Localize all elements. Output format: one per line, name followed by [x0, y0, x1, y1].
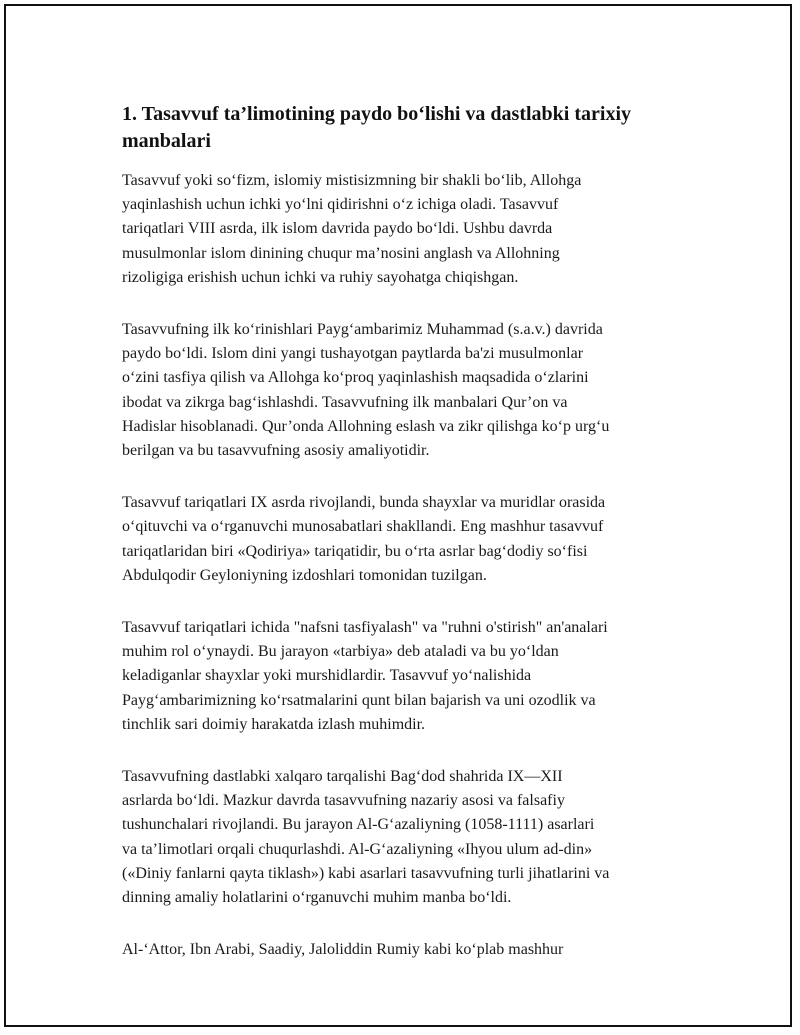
- paragraph-6: [122, 938, 694, 962]
- text-line: Tasavvuf yoki so‘fizm, islomiy mistisizmning bir shakli bo‘lib, Allohga: [122, 172, 582, 189]
- text-line: («Diniy fanlarni qayta tiklash») kabi asarlari tasavvufning turli jihatlarini va: [122, 864, 610, 882]
- text-line: paydo bo‘ldi. Islom dini yangi tushayotgan paytlarda ba'zi musulmonlar: [122, 345, 584, 363]
- paragraph-1: [122, 169, 694, 290]
- text-line: o‘zini tasfiya qilish va Allohga ko‘proq yaqinlashish maqsadida o‘zlarini: [122, 369, 589, 387]
- text-line: yaqinlashish uchun ichki yo‘lni qidirishni o‘z ichiga oladi. Tasavvuf: [122, 196, 559, 214]
- text-line: dinning amaliy holatlarini o‘rganuvchi muhim manba bo‘ldi.: [122, 889, 512, 907]
- heading-line: 1. Tasavvuf ta’limotining paydo bo‘lishi va dastlabki tarixiy: [122, 103, 632, 125]
- text-line: keladiganlar shayxlar yoki murshidlardir. Tasavvuf yo‘nalishida: [122, 667, 532, 685]
- text-line: tushunchalari rivojlandi. Bu jarayon Al-G‘azaliyning (1058-1111) asarlari: [122, 816, 595, 834]
- heading-line: manbalari: [122, 130, 211, 152]
- text-line: Tasavvufning dastlabki xalqaro tarqalishi Bag‘dod shahrida IX—XII: [122, 768, 563, 786]
- text-line: Hadislar hisoblanadi. Qur’onda Allohning eslash va zikr qilishga ko‘p urg‘u: [122, 417, 610, 435]
- text-line: asrlarda bo‘ldi. Mazkur davrda tasavvufning nazariy asosi va falsafiy: [122, 792, 565, 810]
- text-line: Al-‘Attor, Ibn Arabi, Saadiy, Jaloliddin Rumiy kabi ko‘plab mashhur: [122, 941, 564, 959]
- paragraph-2: [122, 318, 694, 463]
- text-line: muhim rol o‘ynaydi. Bu jarayon «tarbiya» deb ataladi va bu yo‘ldan: [122, 643, 559, 661]
- text-line: Payg‘ambarimizning ko‘rsatmalarini qunt bilan bajarish va uni ozodlik va: [122, 691, 596, 709]
- text-line: rizoligiga erishish uchun ichki va ruhiy sayohatga chiqishgan.: [122, 268, 519, 286]
- text-line: Tasavvuf tariqatlari ichida "nafsni tasfiyalash" va "ruhni o'stirish" an'analari: [122, 619, 608, 637]
- text-line: va ta’limotlari orqali chuqurlashdi. Al-G‘azaliyning «Ihyou ulum ad-din»: [122, 840, 593, 858]
- paragraph-4: [122, 616, 694, 737]
- text-line: tariqatlari VIII asrda, ilk islom davrida paydo bo‘ldi. Ushbu davrda: [122, 220, 553, 238]
- paragraph-3: [122, 491, 694, 588]
- page-frame: [4, 4, 792, 1027]
- paragraph-5: [122, 765, 694, 910]
- text-line: ibodat va zikrga bag‘ishlashdi. Tasavvufning ilk manbalari Qur’on va: [122, 393, 568, 411]
- text-line: Tasavvuf tariqatlari IX asrda rivojlandi, bunda shayxlar va muridlar orasida: [122, 494, 606, 512]
- text-line: tinchlik sari doimiy harakatda izlash muhimdir.: [122, 715, 426, 733]
- text-line: Abdulqodir Geyloniyning izdoshlari tomonidan tuzilgan.: [122, 566, 487, 584]
- document-body: [122, 101, 694, 962]
- text-line: o‘qituvchi va o‘rganuvchi munosabatlari shakllandi. Eng mashhur tasavvuf: [122, 518, 604, 536]
- text-line: Tasavvufning ilk ko‘rinishlari Payg‘ambarimiz Muhammad (s.a.v.) davrida: [122, 321, 603, 339]
- text-line: tariqatlaridan biri «Qodiriya» tariqatidir, bu o‘rta asrlar bag‘dodiy so‘fisi: [122, 542, 588, 560]
- text-line: musulmonlar islom dinining chuqur ma’nosini anglash va Allohning: [122, 244, 560, 262]
- text-line: berilgan va bu tasavvufning asosiy amaliyotidir.: [122, 442, 430, 460]
- section-heading: [122, 101, 694, 155]
